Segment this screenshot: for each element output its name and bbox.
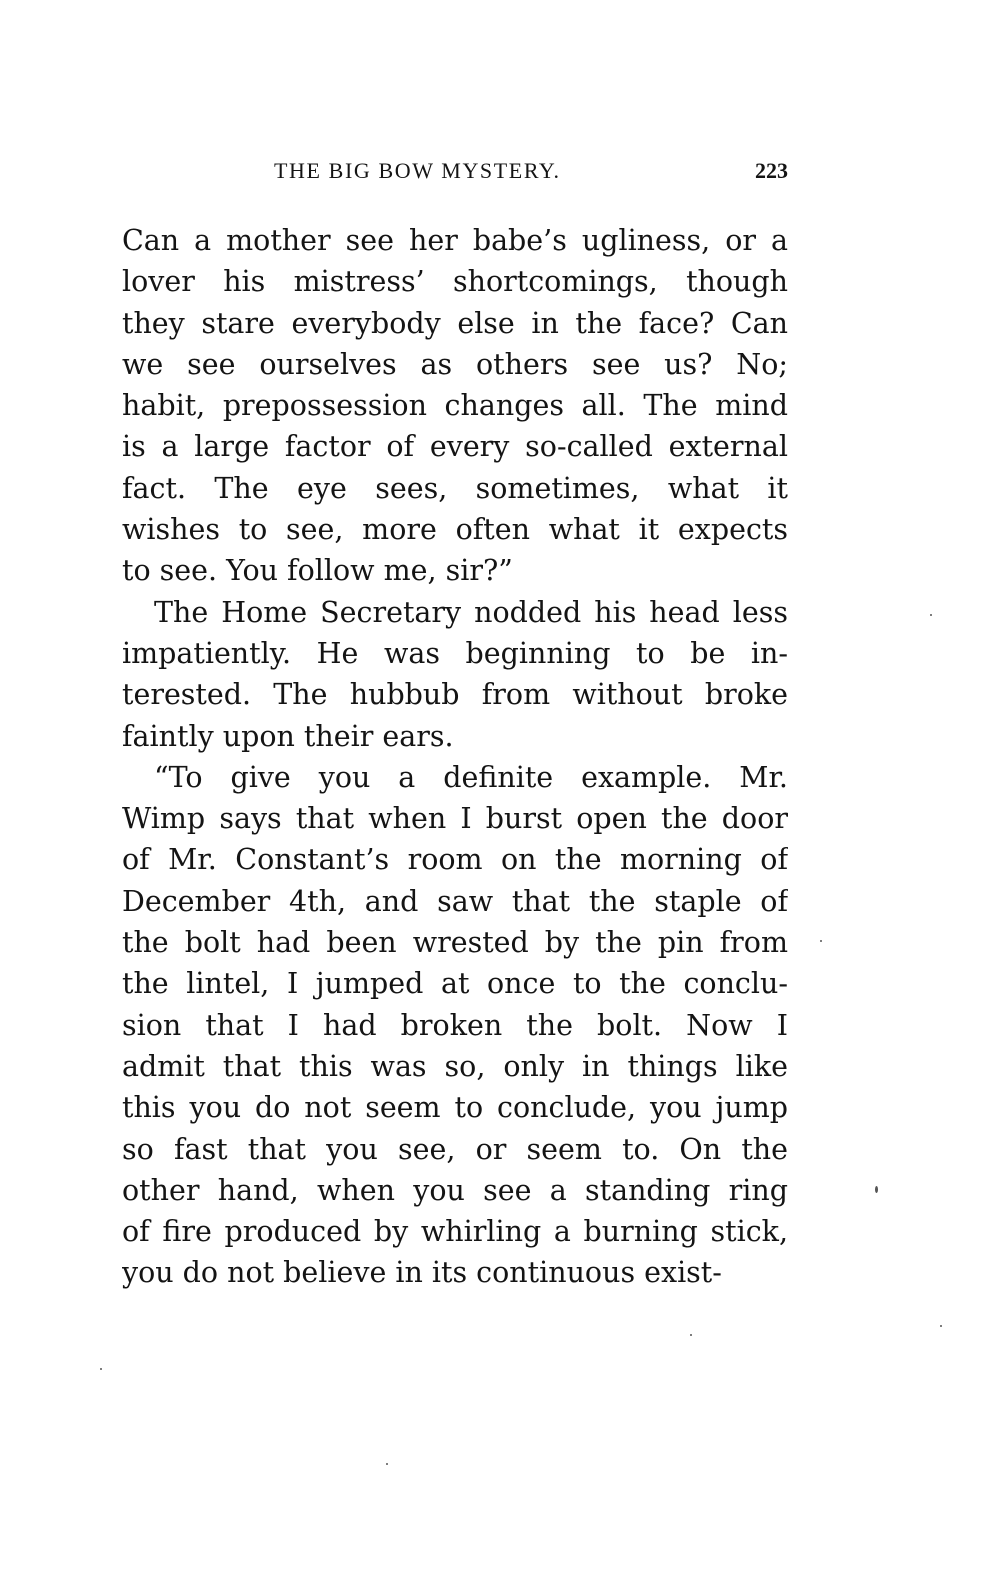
text-line: fact. The eye sees, sometimes, what it — [122, 471, 788, 505]
text-line: “To give you a definite example. Mr. — [154, 760, 788, 794]
text-line: admit that this was so, only in things like — [122, 1049, 788, 1083]
text-line: wishes to see, more often what it expects — [122, 513, 788, 547]
text-line: other hand, when you see a standing ring — [122, 1173, 788, 1207]
text-line: faintly upon their ears. — [122, 719, 454, 753]
scan-speck — [690, 1334, 692, 1336]
text-line: we see ourselves as others see us? No; — [122, 347, 788, 381]
scan-speck — [940, 1325, 942, 1327]
text-line: Wimp says that when I burst open the door — [122, 802, 788, 836]
running-title: THE BIG BOW MYSTERY. — [274, 158, 561, 183]
text-line: of fire produced by whirling a burning stick, — [122, 1215, 788, 1249]
text-line: habit, prepossession changes all. The mind — [122, 389, 788, 423]
text-line: they stare everybody else in the face? Can — [122, 306, 788, 340]
text-line: Can a mother see her babe’s ugliness, or a — [122, 224, 788, 257]
text-line: terested. The hubbub from without broke — [122, 678, 788, 712]
body-text — [122, 220, 788, 1294]
scan-speck — [875, 1186, 878, 1193]
text-line: this you do not seem to conclude, you jump — [122, 1091, 788, 1125]
text-line: lover his mistress’ shortcomings, though — [122, 265, 788, 299]
text-line: December 4th, and saw that the staple of — [122, 884, 788, 918]
scan-speck — [820, 940, 822, 942]
text-line: so fast that you see, or seem to. On the — [122, 1132, 788, 1166]
text-line: the bolt had been wrested by the pin from — [122, 926, 788, 960]
text-line: impatiently. He was beginning to be in- — [122, 636, 788, 670]
text-line: to see. You follow me, sir?” — [122, 554, 513, 588]
text-line: of Mr. Constant’s room on the morning of — [122, 843, 788, 877]
page-number: 223 — [755, 158, 788, 183]
text-line: is a large factor of every so-called external — [122, 430, 788, 464]
text-line: sion that I had broken the bolt. Now I — [122, 1008, 788, 1042]
scan-speck — [100, 1368, 102, 1370]
scan-speck — [930, 614, 932, 616]
scan-speck — [386, 1463, 388, 1465]
text-line: the lintel, I jumped at once to the conclu- — [122, 967, 788, 1001]
text-line: you do not believe in its continuous exist- — [122, 1256, 722, 1290]
text-line: The Home Secretary nodded his head less — [154, 595, 788, 629]
running-head — [122, 158, 790, 190]
